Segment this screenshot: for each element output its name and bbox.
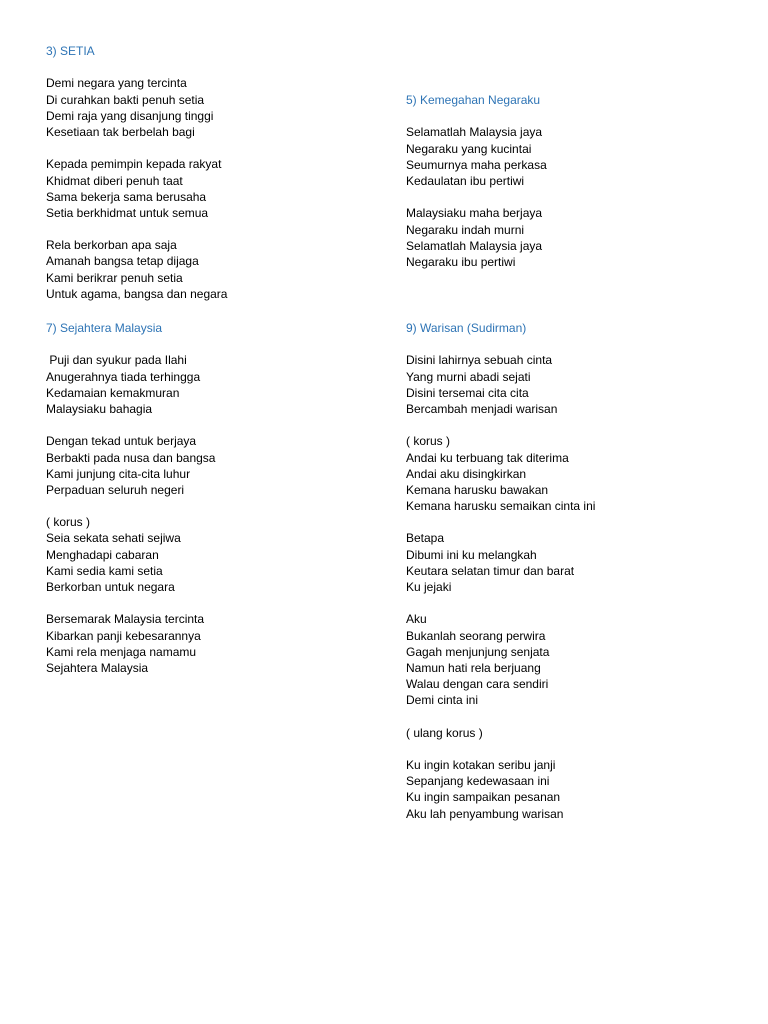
lyric-line: Ku ingin sampaikan pesanan bbox=[406, 790, 561, 805]
lyric-line: Sejahtera Malaysia bbox=[46, 660, 149, 675]
lyric-line: Seia sekata sehati sejiwa bbox=[46, 531, 181, 546]
lyric-line: Aku lah penyambung warisan bbox=[406, 806, 564, 821]
lyric-line: Untuk agama, bangsa dan negara bbox=[46, 286, 228, 301]
song-setia bbox=[46, 43, 386, 302]
lyric-line: Dibumi ini ku melangkah bbox=[406, 547, 537, 562]
lyric-line: Namun hati rela berjuang bbox=[406, 660, 541, 675]
stanza bbox=[46, 237, 386, 302]
song-stanzas bbox=[46, 75, 386, 302]
lyric-line: Disini lahirnya sebuah cinta bbox=[406, 353, 553, 368]
song-kemegahan-negaraku bbox=[406, 92, 746, 270]
lyric-line: Berkorban untuk negara bbox=[46, 580, 175, 594]
song-stanzas bbox=[46, 352, 386, 676]
stanza bbox=[46, 352, 386, 417]
song-title: 7) Sejahtera Malaysia bbox=[46, 321, 163, 335]
lyric-line: Kedamaian kemakmuran bbox=[46, 385, 180, 400]
lyric-line: Ku ingin kotakan seribu janji bbox=[406, 758, 556, 773]
lyric-line: Khidmat diberi penuh taat bbox=[46, 173, 183, 188]
lyric-line: Yang murni abadi sejati bbox=[406, 369, 531, 384]
lyric-line: ( ulang korus ) bbox=[406, 725, 483, 740]
lyric-line: Seumurnya maha perkasa bbox=[406, 157, 547, 172]
song-sejahtera-malaysia bbox=[46, 320, 386, 676]
lyric-line: Walau dengan cara sendiri bbox=[406, 677, 549, 692]
lyric-line: Andai aku disingkirkan bbox=[406, 466, 527, 481]
song-stanzas bbox=[406, 352, 746, 821]
lyric-line: Keutara selatan timur dan barat bbox=[406, 563, 575, 578]
lyric-line: Perpaduan seluruh negeri bbox=[46, 482, 185, 497]
lyric-line: Bukanlah seorang perwira bbox=[406, 628, 546, 643]
stanza bbox=[406, 725, 746, 741]
lyric-line: Amanah bangsa tetap dijaga bbox=[46, 254, 199, 269]
lyric-line: Puji dan syukur pada Ilahi bbox=[46, 353, 187, 368]
stanza bbox=[406, 352, 746, 417]
song-stanzas bbox=[406, 124, 746, 270]
stanza bbox=[406, 124, 746, 189]
lyric-line: Negaraku indah murni bbox=[406, 222, 525, 237]
lyric-line: Aku bbox=[406, 612, 427, 627]
lyric-line: Kami sedia kami setia bbox=[46, 563, 163, 578]
stanza bbox=[406, 205, 746, 270]
lyric-line: ( korus ) bbox=[406, 434, 451, 449]
lyric-line: Ku jejaki bbox=[406, 580, 452, 594]
lyric-line: Demi raja yang disanjung tinggi bbox=[46, 108, 214, 123]
lyric-line: Dengan tekad untuk berjaya bbox=[46, 434, 197, 449]
lyric-line: ( korus ) bbox=[46, 515, 91, 530]
lyric-line: Selamatlah Malaysia jaya bbox=[406, 238, 543, 253]
lyric-line: Andai ku terbuang tak diterima bbox=[406, 450, 569, 465]
lyric-line: Gagah menjunjung senjata bbox=[406, 644, 550, 659]
stanza bbox=[406, 611, 746, 708]
lyric-line: Sepanjang kedewasaan ini bbox=[406, 774, 550, 789]
lyric-line: Malaysiaku bahagia bbox=[46, 401, 153, 416]
lyric-line: Kami berikrar penuh setia bbox=[46, 270, 183, 285]
lyric-line: Demi cinta ini bbox=[406, 693, 479, 708]
lyric-line: Menghadapi cabaran bbox=[46, 547, 159, 562]
lyric-line: Negaraku yang kucintai bbox=[406, 141, 532, 156]
lyric-line: Sama bekerja sama berusaha bbox=[46, 189, 207, 204]
stanza bbox=[46, 514, 386, 595]
stanza bbox=[406, 433, 746, 514]
stanza bbox=[406, 757, 746, 822]
lyric-line: Bersemarak Malaysia tercinta bbox=[46, 612, 205, 627]
lyric-line: Bercambah menjadi warisan bbox=[406, 401, 558, 416]
stanza bbox=[406, 530, 746, 595]
song-warisan bbox=[406, 320, 746, 822]
lyric-line: Disini tersemai cita cita bbox=[406, 385, 529, 400]
song-title: 9) Warisan (Sudirman) bbox=[406, 321, 527, 335]
lyric-line: Rela berkorban apa saja bbox=[46, 238, 177, 253]
lyric-line: Betapa bbox=[406, 531, 445, 546]
lyric-line: Di curahkan bakti penuh setia bbox=[46, 92, 205, 107]
stanza bbox=[46, 156, 386, 221]
lyric-line: Demi negara yang tercinta bbox=[46, 76, 187, 91]
lyric-line: Kami rela menjaga namamu bbox=[46, 644, 197, 659]
lyric-line: Kesetiaan tak berbelah bagi bbox=[46, 124, 195, 139]
lyric-line: Kepada pemimpin kepada rakyat bbox=[46, 157, 222, 172]
lyric-line: Anugerahnya tiada terhingga bbox=[46, 369, 201, 384]
lyric-line: Kibarkan panji kebesarannya bbox=[46, 628, 201, 643]
lyric-line: Setia berkhidmat untuk semua bbox=[46, 205, 209, 220]
lyric-line: Selamatlah Malaysia jaya bbox=[406, 125, 543, 140]
stanza bbox=[46, 611, 386, 676]
lyric-line: Malaysiaku maha berjaya bbox=[406, 206, 543, 221]
lyric-line: Kami junjung cita-cita luhur bbox=[46, 466, 191, 481]
lyric-line: Kemana harusku bawakan bbox=[406, 482, 549, 497]
stanza bbox=[46, 75, 386, 140]
lyric-line: Negaraku ibu pertiwi bbox=[406, 254, 516, 269]
stanza bbox=[46, 433, 386, 498]
lyric-line: Kedaulatan ibu pertiwi bbox=[406, 173, 525, 188]
lyric-line: Berbakti pada nusa dan bangsa bbox=[46, 450, 216, 465]
song-title: 5) Kemegahan Negaraku bbox=[406, 93, 541, 107]
lyric-line: Kemana harusku semaikan cinta ini bbox=[406, 499, 596, 514]
song-title: 3) SETIA bbox=[46, 44, 95, 58]
